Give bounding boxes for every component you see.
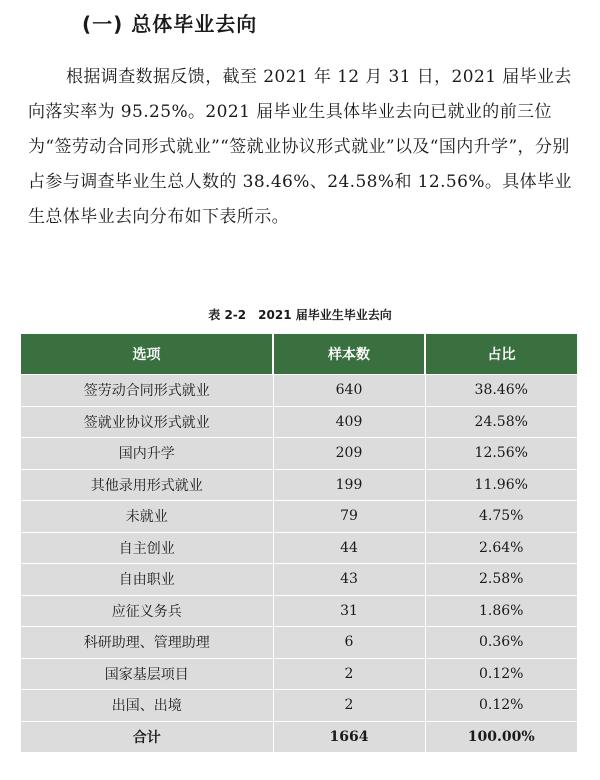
option-cell: 科研助理、管理助理 [21, 627, 273, 659]
count-cell: 44 [273, 532, 425, 564]
count-cell: 2 [273, 690, 425, 722]
total-count-cell: 1664 [273, 721, 425, 752]
count-cell: 209 [273, 438, 425, 470]
count-cell: 640 [273, 375, 425, 407]
table-row [21, 595, 577, 627]
ratio-cell: 24.58% [425, 406, 577, 438]
body-paragraph [28, 60, 573, 235]
option-cell: 自主创业 [21, 532, 273, 564]
table-caption: 表 2-2 2021 届毕业生毕业去向 [208, 308, 392, 322]
header-ratio: 占比 [425, 334, 577, 375]
table-row [21, 501, 577, 533]
ratio-cell: 0.12% [425, 658, 577, 690]
option-cell: 其他录用形式就业 [21, 469, 273, 501]
ratio-cell: 0.12% [425, 690, 577, 722]
option-cell: 国家基层项目 [21, 658, 273, 690]
section-heading: (一) 总体毕业去向 [82, 12, 258, 36]
option-cell: 未就业 [21, 501, 273, 533]
destination-table [21, 334, 577, 752]
table-row [21, 438, 577, 470]
option-cell: 签就业协议形式就业 [21, 406, 273, 438]
count-cell: 79 [273, 501, 425, 533]
table-row [21, 406, 577, 438]
table-row [21, 564, 577, 596]
count-cell: 43 [273, 564, 425, 596]
table-header-row [21, 334, 577, 375]
ratio-cell: 0.36% [425, 627, 577, 659]
ratio-cell: 4.75% [425, 501, 577, 533]
option-cell: 国内升学 [21, 438, 273, 470]
header-option: 选项 [21, 334, 273, 375]
count-cell: 6 [273, 627, 425, 659]
count-cell: 2 [273, 658, 425, 690]
ratio-cell: 11.96% [425, 469, 577, 501]
table-row [21, 532, 577, 564]
ratio-cell: 2.58% [425, 564, 577, 596]
table-row [21, 375, 577, 407]
table-row [21, 469, 577, 501]
table-total-row [21, 721, 577, 752]
option-cell: 应征义务兵 [21, 595, 273, 627]
count-cell: 409 [273, 406, 425, 438]
count-cell: 31 [273, 595, 425, 627]
table-row [21, 627, 577, 659]
ratio-cell: 2.64% [425, 532, 577, 564]
option-cell: 签劳动合同形式就业 [21, 375, 273, 407]
total-ratio-cell: 100.00% [425, 721, 577, 752]
count-cell: 199 [273, 469, 425, 501]
header-count: 样本数 [273, 334, 425, 375]
table-row [21, 690, 577, 722]
total-label-cell: 合计 [21, 721, 273, 752]
ratio-cell: 1.86% [425, 595, 577, 627]
option-cell: 出国、出境 [21, 690, 273, 722]
table-row [21, 658, 577, 690]
paragraph-text: 根据调查数据反馈，截至 2021 年 12 月 31 日，2021 届毕业去向落实率为 95.25%。2021 届毕业生具体毕业去向已就业的前三位为“签劳动合同形式就业”“签就业协议形式就业”以及“国内升学”，分别占参与调查毕业生总人数的 38.46%、24.58%和 12.56%。具体毕业生总体毕业去向分布如下表所示。 [28, 67, 572, 227]
option-cell: 自由职业 [21, 564, 273, 596]
ratio-cell: 12.56% [425, 438, 577, 470]
ratio-cell: 38.46% [425, 375, 577, 407]
